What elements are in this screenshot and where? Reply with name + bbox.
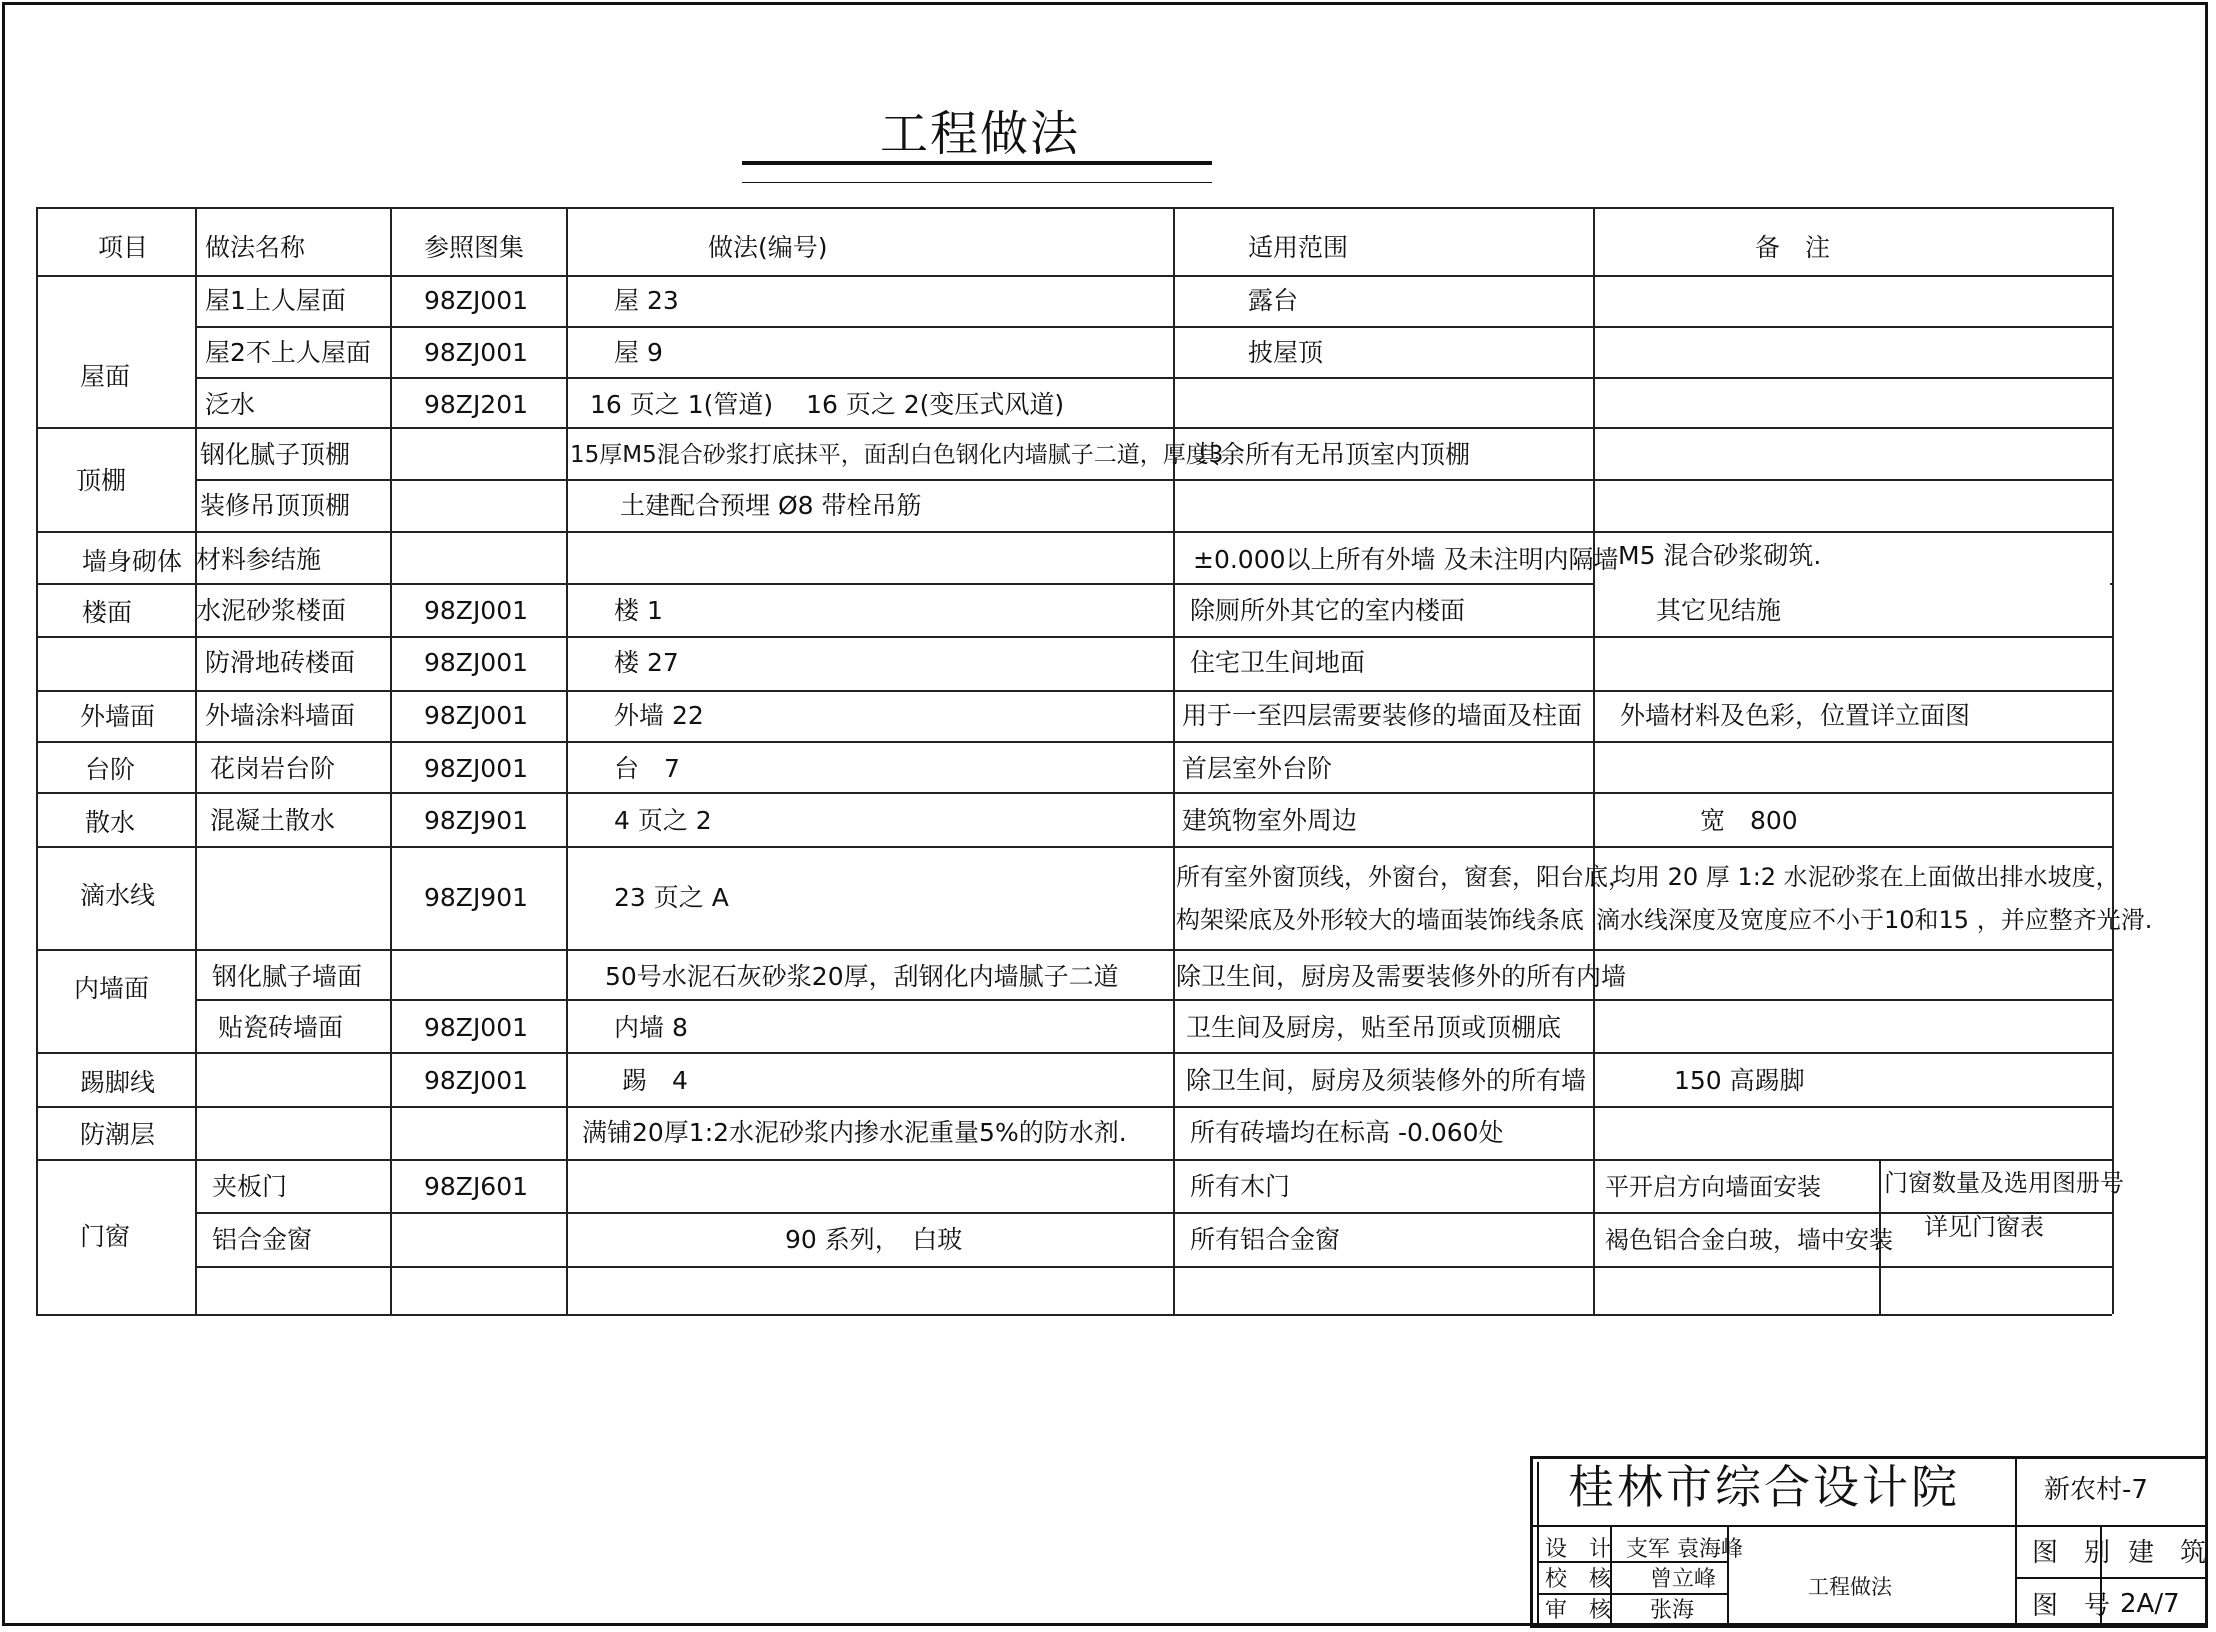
row-note: 其它见结施 (1656, 596, 1782, 625)
row-method: 台 7 (614, 754, 680, 783)
row-atlas: 98ZJ001 (424, 1013, 529, 1042)
title-underline-thin (742, 182, 1212, 183)
table-column-line (36, 207, 38, 1314)
table-column-line (1593, 207, 1595, 1314)
row-name: 贴瓷砖墙面 (218, 1013, 344, 1042)
row-scope: 住宅卫生间地面 (1190, 648, 1366, 677)
table-row-line (195, 326, 2112, 328)
row-method: 外墙 22 (614, 701, 704, 730)
check-label: 校 核 (1545, 1567, 1612, 1592)
row-scope: 除卫生间，厨房及须装修外的所有墙 (1186, 1066, 1587, 1095)
row-method: 楼 1 (614, 596, 663, 625)
row-atlas: 98ZJ001 (424, 701, 529, 730)
group-label-ext-wall: 外墙面 (80, 702, 156, 731)
group-label-steps: 台阶 (85, 755, 136, 784)
row-name: 防滑地砖楼面 (205, 648, 356, 677)
table-row-line (36, 427, 2112, 429)
number-value: 2A/7 (2120, 1589, 2180, 1619)
row-scope: 首层室外台阶 (1182, 754, 1333, 783)
row-name: 水泥砂浆楼面 (196, 596, 347, 625)
row-method: 楼 27 (614, 648, 679, 677)
header-method: 做法(编号) (708, 233, 828, 262)
table-row-line (36, 531, 2112, 533)
table-row-line (36, 792, 2112, 794)
table-row-line (195, 479, 2112, 481)
row-scope: 所有室外窗顶线，外窗台，窗套，阳台底， (1176, 863, 1632, 891)
row-name: 外墙涂料墙面 (205, 701, 356, 730)
group-label-int-wall: 内墙面 (74, 974, 150, 1003)
table-row-line (36, 636, 2112, 638)
row-scope: 除卫生间，厨房及需要装修外的所有内墙 (1176, 962, 1627, 991)
page-title: 工程做法 (879, 106, 1080, 162)
row-name: 混凝土散水 (210, 806, 336, 835)
institute-name: 桂林市综合设计院 (1568, 1460, 1960, 1514)
table-row-line (36, 949, 2112, 951)
row-scope: 建筑物室外周边 (1182, 806, 1358, 835)
row-note: 均用 20 厚 1:2 水泥砂浆在上面做出排水坡度， (1612, 863, 2120, 891)
row-method: 90 系列， 白玻 (785, 1225, 963, 1254)
table-row-line (36, 1052, 2112, 1054)
row-scope: 卫生间及厨房，贴至吊顶或顶棚底 (1186, 1013, 1562, 1042)
category-value: 建 筑 (2128, 1538, 2207, 1568)
row-atlas: 98ZJ201 (424, 390, 529, 419)
row-atlas: 98ZJ001 (424, 596, 529, 625)
design-names: 支军 袁海峰 (1626, 1537, 1743, 1562)
row-method: 踢 4 (622, 1066, 688, 1095)
project-name: 新农村-7 (2044, 1475, 2148, 1505)
row-atlas: 98ZJ001 (424, 286, 529, 315)
row-name: 泛水 (205, 390, 256, 419)
row-name: 钢化腻子墙面 (212, 962, 363, 991)
table-row-line (36, 1159, 2112, 1161)
row-method: 内墙 8 (614, 1013, 688, 1042)
table-column-line (1173, 207, 1175, 1314)
table-row-line (195, 1266, 2112, 1268)
row-method: 15厚M5混合砂浆打底抹平，面刮白色钢化内墙腻子二道，厚度3 (570, 442, 1224, 468)
row-scope: 用于一至四层需要装修的墙面及柱面 (1182, 701, 1583, 730)
check-names: 曾立峰 (1650, 1567, 1717, 1592)
table-row-line (36, 741, 2112, 743)
row-scope: 其余所有无吊顶室内顶棚 (1195, 440, 1471, 469)
row-scope: 所有砖墙均在标高 -0.060处 (1190, 1118, 1504, 1147)
header-note: 备 注 (1755, 233, 1831, 262)
row-note: 平开启方向墙面安装 (1605, 1173, 1821, 1201)
row-scope: ±0.000以上所有外墙 及未注明内隔墙 (1193, 545, 1619, 574)
header-atlas: 参照图集 (424, 233, 525, 262)
row-method: 屋 9 (614, 338, 663, 367)
table-row-line (195, 377, 2112, 379)
table-column-line (195, 207, 197, 1314)
group-label-skirting: 踢脚线 (80, 1068, 156, 1097)
group-label-ceiling: 顶棚 (76, 466, 127, 495)
row-note: 宽 800 (1700, 806, 1798, 835)
row-method: 23 页之 A (614, 883, 729, 912)
header-item: 项目 (98, 233, 149, 262)
row-scope: 披屋顶 (1248, 338, 1324, 367)
table-border-top (36, 207, 2112, 209)
review-label: 审 核 (1545, 1598, 1612, 1623)
table-row-line (195, 1212, 2112, 1214)
row-method: 土建配合预埋 Ø8 带栓吊筋 (620, 491, 922, 520)
row-scope: 除厕所外其它的室内楼面 (1190, 596, 1466, 625)
table-row-line (195, 999, 2112, 1001)
table-column-line (566, 207, 568, 1314)
row-name: 装修吊顶顶棚 (200, 491, 351, 520)
row-name: 铝合金窗 (212, 1225, 313, 1254)
review-names: 张海 (1650, 1598, 1695, 1623)
row-method: 16 页之 1(管道) 16 页之 2(变压式风道) (590, 390, 1065, 419)
row-atlas: 98ZJ601 (424, 1172, 529, 1201)
row-method: 满铺20厚1:2水泥砂浆内掺水泥重量5%的防水剂. (582, 1118, 1127, 1147)
row-atlas: 98ZJ001 (424, 754, 529, 783)
row-name: 屋2不上人屋面 (205, 338, 371, 367)
row-name: 材料参结施 (196, 545, 322, 574)
door-window-note: 门窗数量及选用图册号 (1884, 1169, 2124, 1197)
group-label-floor: 楼面 (82, 598, 133, 627)
header-scope: 适用范围 (1248, 233, 1349, 262)
group-label-dpc: 防潮层 (80, 1120, 156, 1149)
row-note: 褐色铝合金白玻，墙中安装 (1605, 1226, 1893, 1254)
row-scope: 露台 (1248, 286, 1299, 315)
row-method: 4 页之 2 (614, 806, 712, 835)
group-label-apron: 散水 (85, 808, 136, 837)
header-name: 做法名称 (205, 233, 306, 262)
group-label-drip: 滴水线 (80, 881, 156, 910)
group-label-roof: 屋面 (80, 362, 131, 391)
row-name: 钢化腻子顶棚 (200, 440, 351, 469)
table-merge-mask (1595, 583, 2110, 586)
drawing-title: 工程做法 (1808, 1575, 1892, 1599)
row-scope-line2: 构架梁底及外形较大的墙面装饰线条底 (1176, 906, 1584, 934)
table-row-line (36, 1106, 2112, 1108)
table-row-line (36, 846, 2112, 848)
group-label-doors: 门窗 (80, 1222, 131, 1251)
row-name: 花岗岩台阶 (210, 754, 336, 783)
table-row-line (36, 690, 2112, 692)
row-name: 屋1上人屋面 (205, 286, 346, 315)
category-label: 图 别 (2032, 1538, 2111, 1568)
row-method: 50号水泥石灰砂浆20厚，刮钢化内墙腻子二道 (605, 962, 1119, 991)
number-label: 图 号 (2032, 1591, 2111, 1621)
row-atlas: 98ZJ001 (424, 1066, 529, 1095)
door-window-note-line2: 详见门窗表 (1924, 1213, 2044, 1241)
row-atlas: 98ZJ001 (424, 648, 529, 677)
row-atlas: 98ZJ001 (424, 338, 529, 367)
row-atlas: 98ZJ901 (424, 806, 529, 835)
row-scope: 所有铝合金窗 (1190, 1225, 1341, 1254)
table-border-bottom (36, 1314, 2112, 1316)
row-atlas: 98ZJ901 (424, 883, 529, 912)
title-underline-thick (742, 161, 1212, 165)
row-note: 外墙材料及色彩，位置详立面图 (1620, 701, 1971, 730)
design-label: 设 计 (1545, 1537, 1612, 1562)
row-method: 屋 23 (614, 286, 679, 315)
table-row-line (36, 275, 2112, 277)
table-column-line (390, 207, 392, 1314)
table-column-line (2112, 207, 2114, 1314)
row-scope: 所有木门 (1190, 1172, 1291, 1201)
group-label-wall: 墙身砌体 (82, 547, 183, 576)
row-note: M5 混合砂浆砌筑. (1618, 541, 1822, 570)
row-note: 150 高踢脚 (1674, 1066, 1805, 1095)
row-name: 夹板门 (212, 1172, 288, 1201)
row-note-line2: 滴水线深度及宽度应不小于10和15 ，并应整齐光滑. (1596, 906, 2153, 934)
